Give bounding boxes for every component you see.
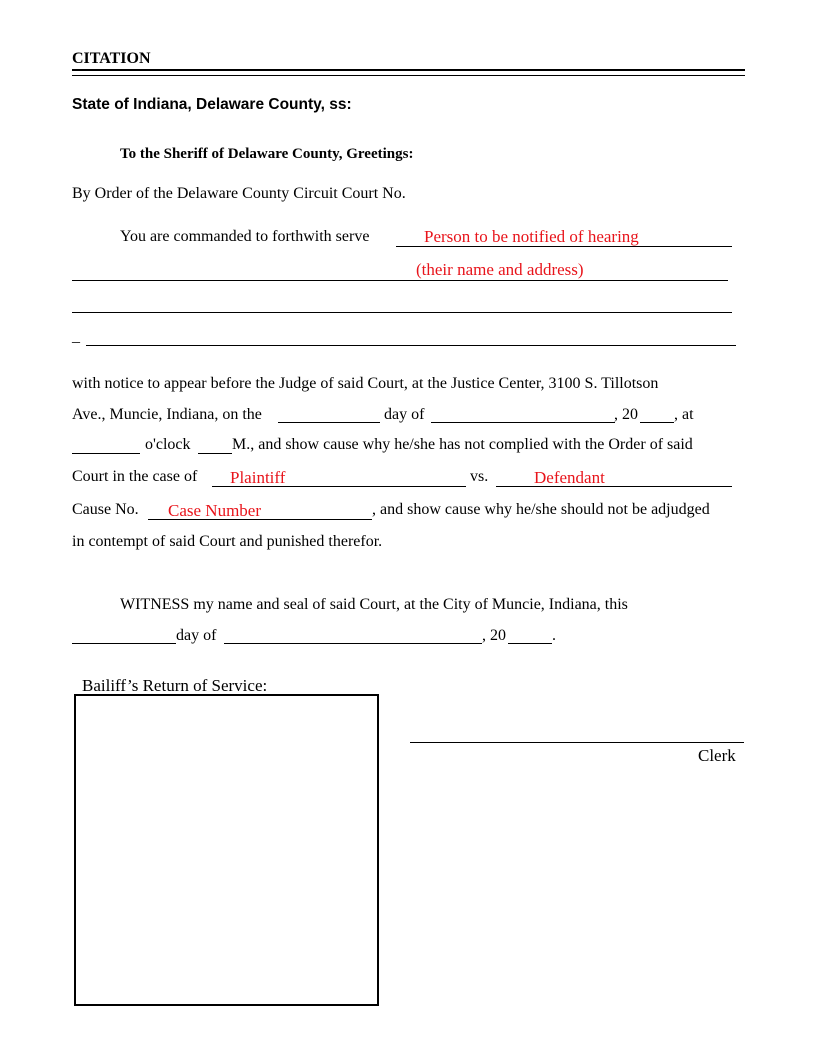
appear-line-3a: o'clock [145, 436, 191, 453]
witness-period: . [552, 627, 556, 644]
bailiff-label: Bailiff’s Return of Service: [82, 676, 268, 695]
witness-line: WITNESS my name and seal of said Court, at the City of Muncie, Indiana, this [120, 596, 628, 613]
title-rule-thin [72, 75, 745, 76]
date-year-blank[interactable] [640, 422, 674, 423]
contempt-line: in contempt of said Court and punished therefor. [72, 533, 383, 550]
citation-title: CITATION [72, 50, 151, 67]
appear-line-2b: day of [384, 406, 425, 423]
appear-line-1: with notice to appear before the Judge of said Court, at the Justice Center, 3100 S. Tillotson [72, 375, 659, 392]
address-blank-2[interactable] [72, 312, 732, 313]
greeting: To the Sheriff of Delaware County, Greetings: [120, 146, 414, 162]
appear-line-3b: M., and show cause why he/she has not complied with the Order of said [232, 436, 693, 453]
witness-day-blank[interactable] [72, 643, 176, 644]
address-blank-1[interactable] [72, 280, 728, 281]
appear-line-2a: Ave., Muncie, Indiana, on the [72, 406, 262, 423]
clerk-label: Clerk [698, 746, 736, 765]
clerk-signature-line[interactable] [410, 742, 744, 743]
case-of-text: Court in the case of [72, 468, 198, 485]
witness-day-of: day of [176, 627, 217, 644]
date-day-blank[interactable] [278, 422, 380, 423]
time-ampm-blank[interactable] [198, 453, 232, 454]
date-month-blank[interactable] [431, 422, 615, 423]
cause-tail: , and show cause why he/she should not be adjudged [372, 501, 710, 518]
appear-line-2d: , at [674, 406, 694, 423]
defendant-blank[interactable] [496, 486, 732, 487]
witness-month-blank[interactable] [224, 643, 482, 644]
serve-text: You are commanded to forthwith serve [120, 228, 370, 245]
time-hour-blank[interactable] [72, 453, 140, 454]
witness-year-text: , 20 [482, 627, 506, 644]
address-dash: _ [72, 328, 80, 345]
bailiff-return-box[interactable] [74, 694, 379, 1006]
order-line: By Order of the Delaware County Circuit Court No. [72, 185, 406, 202]
defendant-placeholder: Defendant [534, 468, 605, 487]
title-rule-thick [72, 69, 745, 71]
address-blank-3[interactable] [86, 345, 736, 346]
serve-sub-placeholder: (their name and address) [416, 260, 584, 279]
appear-line-2c: , 20 [614, 406, 638, 423]
plaintiff-placeholder: Plaintiff [230, 468, 286, 487]
state-line: State of Indiana, Delaware County, ss: [72, 96, 352, 113]
serve-placeholder: Person to be notified of hearing [424, 227, 639, 246]
cause-no-label: Cause No. [72, 501, 139, 518]
case-number-placeholder: Case Number [168, 501, 262, 520]
vs-text: vs. [470, 468, 489, 485]
witness-year-blank[interactable] [508, 643, 552, 644]
